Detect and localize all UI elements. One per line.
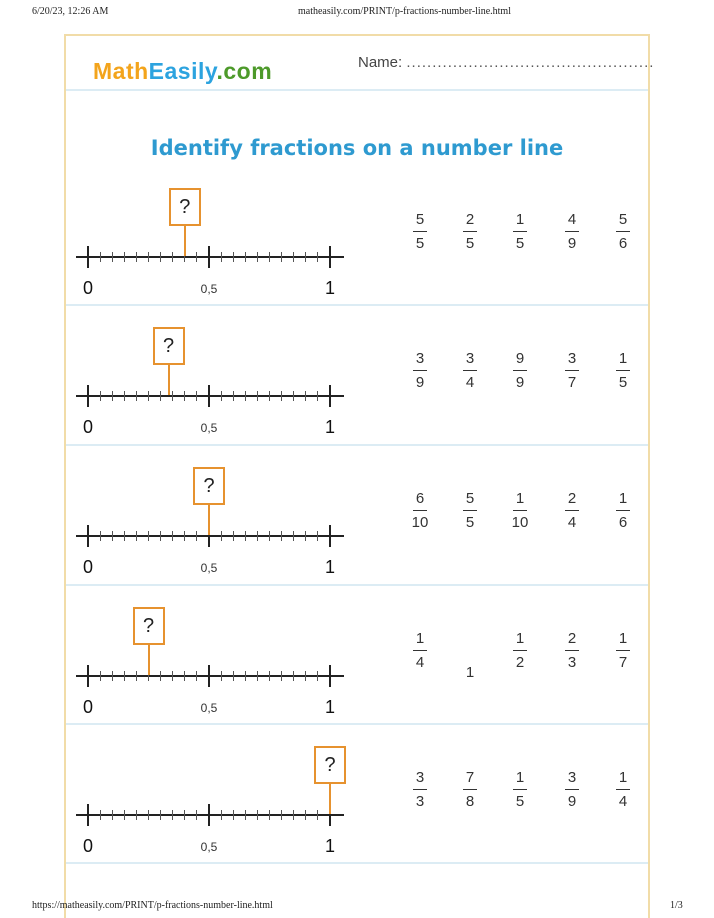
minor-tick xyxy=(160,810,161,820)
minor-tick xyxy=(269,671,270,681)
minor-tick xyxy=(245,671,246,681)
minor-tick xyxy=(184,531,185,541)
print-page-number: 1/3 xyxy=(670,900,683,911)
minor-tick xyxy=(124,391,125,401)
minor-tick xyxy=(196,671,197,681)
minor-tick xyxy=(112,391,113,401)
minor-tick xyxy=(245,531,246,541)
fraction-bar xyxy=(616,370,630,371)
minor-tick xyxy=(196,252,197,262)
row-divider xyxy=(66,723,648,725)
major-tick xyxy=(87,246,89,268)
major-tick xyxy=(87,804,89,826)
minor-tick xyxy=(233,810,234,820)
label-one: 1 xyxy=(324,557,336,577)
label-half: 0,5 xyxy=(200,421,218,435)
minor-tick xyxy=(281,252,282,262)
fraction-denominator: 8 xyxy=(465,793,475,810)
number-line-axis xyxy=(76,395,344,397)
fraction-choice[interactable] xyxy=(505,769,535,811)
fraction-bar xyxy=(463,370,477,371)
fraction-numerator: 9 xyxy=(515,350,525,367)
minor-tick xyxy=(160,531,161,541)
label-one: 1 xyxy=(324,417,336,437)
fraction-denominator: 9 xyxy=(567,793,577,810)
label-zero: 0 xyxy=(82,557,94,577)
logo-math: Math xyxy=(93,58,149,84)
fraction-bar xyxy=(513,231,527,232)
minor-tick xyxy=(221,671,222,681)
major-tick xyxy=(329,385,331,407)
fraction-choice[interactable] xyxy=(455,211,485,253)
marker-stem xyxy=(208,505,210,535)
fraction-bar xyxy=(513,789,527,790)
minor-tick xyxy=(293,531,294,541)
fraction-choice[interactable] xyxy=(505,350,535,392)
name-label: Name: xyxy=(358,54,403,71)
minor-tick xyxy=(100,252,101,262)
fraction-choice[interactable] xyxy=(455,350,485,392)
fraction-numerator: 3 xyxy=(465,350,475,367)
minor-tick xyxy=(281,531,282,541)
minor-tick xyxy=(100,391,101,401)
label-zero: 0 xyxy=(82,697,94,717)
name-dots: ................................................ xyxy=(406,54,655,71)
minor-tick xyxy=(281,810,282,820)
fraction-bar xyxy=(413,510,427,511)
major-tick xyxy=(329,246,331,268)
fraction-denominator: 4 xyxy=(567,514,577,531)
print-url: matheasily.com/PRINT/p-fractions-number-line.html xyxy=(298,6,511,17)
fraction-bar xyxy=(565,510,579,511)
fraction-numerator: 5 xyxy=(415,211,425,228)
fraction-denominator: 5 xyxy=(618,374,628,391)
label-zero: 0 xyxy=(82,417,94,437)
minor-tick xyxy=(100,531,101,541)
number-line-axis xyxy=(76,535,344,537)
fraction-choice[interactable] xyxy=(608,350,638,392)
minor-tick xyxy=(245,391,246,401)
minor-tick xyxy=(293,391,294,401)
fraction-denominator: 9 xyxy=(515,374,525,391)
fraction-denominator: 5 xyxy=(465,235,475,252)
fraction-numerator: 3 xyxy=(415,350,425,367)
minor-tick xyxy=(172,391,173,401)
minor-tick xyxy=(257,252,258,262)
minor-tick xyxy=(305,252,306,262)
fraction-numerator: 1 xyxy=(515,630,525,647)
number-line-axis xyxy=(76,256,344,258)
fraction-choice[interactable] xyxy=(608,490,638,532)
minor-tick xyxy=(317,252,318,262)
minor-tick xyxy=(112,531,113,541)
major-tick xyxy=(208,385,210,407)
major-tick xyxy=(87,525,89,547)
fraction-denominator: 4 xyxy=(415,654,425,671)
fraction-choice[interactable] xyxy=(557,769,587,811)
fraction-bar xyxy=(463,789,477,790)
fraction-numerator: 1 xyxy=(515,211,525,228)
fraction-choice[interactable] xyxy=(557,490,587,532)
fraction-choice[interactable] xyxy=(455,769,485,811)
fraction-choice[interactable] xyxy=(505,630,535,672)
minor-tick xyxy=(112,671,113,681)
major-tick xyxy=(208,665,210,687)
label-one: 1 xyxy=(324,836,336,856)
fraction-denominator: 10 xyxy=(511,514,529,531)
print-datetime: 6/20/23, 12:26 AM xyxy=(32,6,109,17)
fraction-denominator: 7 xyxy=(567,374,577,391)
fraction-denominator: 5 xyxy=(465,514,475,531)
name-field xyxy=(358,54,654,71)
fraction-bar xyxy=(616,789,630,790)
fraction-numerator: 3 xyxy=(567,769,577,786)
label-half: 0,5 xyxy=(200,282,218,296)
minor-tick xyxy=(136,252,137,262)
logo-com: .com xyxy=(216,58,273,84)
fraction-choice[interactable] xyxy=(608,211,638,253)
logo-easily: Easily xyxy=(148,58,217,84)
fraction-denominator: 6 xyxy=(618,235,628,252)
minor-tick xyxy=(233,391,234,401)
label-half: 0,5 xyxy=(200,701,218,715)
fraction-denominator: 9 xyxy=(567,235,577,252)
fraction-numerator: 1 xyxy=(618,769,628,786)
fraction-numerator: 2 xyxy=(567,490,577,507)
minor-tick xyxy=(160,671,161,681)
minor-tick xyxy=(196,531,197,541)
fraction-bar xyxy=(413,650,427,651)
marker-stem xyxy=(148,645,150,675)
minor-tick xyxy=(112,810,113,820)
minor-tick xyxy=(293,671,294,681)
fraction-bar xyxy=(463,510,477,511)
fraction-numerator: 3 xyxy=(567,350,577,367)
minor-tick xyxy=(281,671,282,681)
marker-stem xyxy=(329,784,331,814)
fraction-denominator: 3 xyxy=(567,654,577,671)
minor-tick xyxy=(305,671,306,681)
minor-tick xyxy=(100,810,101,820)
fraction-bar xyxy=(413,370,427,371)
fraction-numerator: 1 xyxy=(618,350,628,367)
fraction-numerator: 1 xyxy=(515,769,525,786)
fraction-choice[interactable] xyxy=(405,630,435,672)
fraction-numerator: 1 xyxy=(515,490,525,507)
minor-tick xyxy=(112,252,113,262)
fraction-denominator: 10 xyxy=(411,514,429,531)
fraction-bar xyxy=(513,650,527,651)
label-half: 0,5 xyxy=(200,840,218,854)
whole-number: 1 xyxy=(465,664,475,681)
question-box: ? xyxy=(193,467,225,505)
minor-tick xyxy=(184,671,185,681)
row-divider xyxy=(66,304,648,306)
minor-tick xyxy=(233,671,234,681)
number-line-axis xyxy=(76,814,344,816)
fraction-denominator: 5 xyxy=(515,235,525,252)
fraction-numerator: 4 xyxy=(567,211,577,228)
fraction-bar xyxy=(565,231,579,232)
minor-tick xyxy=(293,252,294,262)
major-tick xyxy=(329,525,331,547)
major-tick xyxy=(87,385,89,407)
minor-tick xyxy=(305,531,306,541)
minor-tick xyxy=(124,531,125,541)
minor-tick xyxy=(317,810,318,820)
fraction-choice[interactable] xyxy=(557,350,587,392)
fraction-numerator: 6 xyxy=(415,490,425,507)
minor-tick xyxy=(293,810,294,820)
label-zero: 0 xyxy=(82,836,94,856)
minor-tick xyxy=(305,810,306,820)
minor-tick xyxy=(124,252,125,262)
question-box: ? xyxy=(169,188,201,226)
fraction-bar xyxy=(413,231,427,232)
minor-tick xyxy=(257,531,258,541)
minor-tick xyxy=(269,252,270,262)
fraction-numerator: 3 xyxy=(415,769,425,786)
fraction-numerator: 7 xyxy=(465,769,475,786)
minor-tick xyxy=(124,810,125,820)
major-tick xyxy=(208,804,210,826)
marker-stem xyxy=(184,226,186,256)
fraction-bar xyxy=(616,650,630,651)
fraction-choice[interactable] xyxy=(505,490,535,532)
fraction-choice[interactable] xyxy=(608,630,638,672)
minor-tick xyxy=(184,810,185,820)
major-tick xyxy=(329,665,331,687)
fraction-numerator: 5 xyxy=(618,211,628,228)
label-one: 1 xyxy=(324,278,336,298)
label-zero: 0 xyxy=(82,278,94,298)
minor-tick xyxy=(148,531,149,541)
minor-tick xyxy=(245,252,246,262)
minor-tick xyxy=(245,810,246,820)
minor-tick xyxy=(257,810,258,820)
minor-tick xyxy=(305,391,306,401)
minor-tick xyxy=(221,810,222,820)
worksheet-title: Identify fractions on a number line xyxy=(150,136,564,160)
fraction-bar xyxy=(513,370,527,371)
number-line-axis xyxy=(76,675,344,677)
minor-tick xyxy=(196,391,197,401)
minor-tick xyxy=(269,391,270,401)
fraction-choice[interactable] xyxy=(608,769,638,811)
fraction-bar xyxy=(463,231,477,232)
minor-tick xyxy=(221,252,222,262)
fraction-denominator: 6 xyxy=(618,514,628,531)
major-tick xyxy=(87,665,89,687)
row-divider xyxy=(66,862,648,864)
fraction-denominator: 5 xyxy=(415,235,425,252)
minor-tick xyxy=(148,252,149,262)
minor-tick xyxy=(221,531,222,541)
row-divider xyxy=(66,444,648,446)
minor-tick xyxy=(281,391,282,401)
header-divider xyxy=(66,89,648,91)
minor-tick xyxy=(148,391,149,401)
fraction-denominator: 9 xyxy=(415,374,425,391)
site-logo[interactable] xyxy=(93,58,272,85)
minor-tick xyxy=(269,531,270,541)
minor-tick xyxy=(221,391,222,401)
fraction-choice[interactable] xyxy=(505,211,535,253)
minor-tick xyxy=(257,391,258,401)
fraction-numerator: 2 xyxy=(567,630,577,647)
minor-tick xyxy=(124,671,125,681)
minor-tick xyxy=(136,531,137,541)
fraction-choice[interactable] xyxy=(405,490,435,532)
question-box: ? xyxy=(133,607,165,645)
fraction-denominator: 5 xyxy=(515,793,525,810)
fraction-numerator: 5 xyxy=(465,490,475,507)
label-half: 0,5 xyxy=(200,561,218,575)
fraction-numerator: 2 xyxy=(465,211,475,228)
minor-tick xyxy=(196,810,197,820)
fraction-numerator: 1 xyxy=(618,630,628,647)
fraction-choice[interactable] xyxy=(557,211,587,253)
minor-tick xyxy=(317,531,318,541)
minor-tick xyxy=(160,391,161,401)
fraction-denominator: 4 xyxy=(465,374,475,391)
minor-tick xyxy=(172,531,173,541)
minor-tick xyxy=(233,252,234,262)
fraction-bar xyxy=(565,650,579,651)
fraction-choice[interactable] xyxy=(455,663,485,683)
minor-tick xyxy=(172,810,173,820)
print-footer-url: https://matheasily.com/PRINT/p-fractions-number-line.html xyxy=(32,900,273,911)
minor-tick xyxy=(257,671,258,681)
fraction-bar xyxy=(616,510,630,511)
label-one: 1 xyxy=(324,697,336,717)
major-tick xyxy=(208,246,210,268)
question-box: ? xyxy=(314,746,346,784)
minor-tick xyxy=(172,252,173,262)
fraction-denominator: 4 xyxy=(618,793,628,810)
fraction-choice[interactable] xyxy=(405,211,435,253)
fraction-bar xyxy=(513,510,527,511)
row-divider xyxy=(66,584,648,586)
fraction-choice[interactable] xyxy=(557,630,587,672)
fraction-denominator: 7 xyxy=(618,654,628,671)
fraction-bar xyxy=(616,231,630,232)
question-box: ? xyxy=(153,327,185,365)
minor-tick xyxy=(148,810,149,820)
minor-tick xyxy=(136,810,137,820)
minor-tick xyxy=(172,671,173,681)
fraction-denominator: 3 xyxy=(415,793,425,810)
fraction-numerator: 1 xyxy=(618,490,628,507)
fraction-denominator: 2 xyxy=(515,654,525,671)
fraction-numerator: 1 xyxy=(415,630,425,647)
fraction-choice[interactable] xyxy=(405,350,435,392)
minor-tick xyxy=(136,391,137,401)
minor-tick xyxy=(317,671,318,681)
fraction-choice[interactable] xyxy=(455,490,485,532)
marker-stem xyxy=(168,365,170,395)
fraction-bar xyxy=(565,789,579,790)
minor-tick xyxy=(233,531,234,541)
minor-tick xyxy=(160,252,161,262)
fraction-bar xyxy=(413,789,427,790)
minor-tick xyxy=(317,391,318,401)
fraction-bar xyxy=(565,370,579,371)
minor-tick xyxy=(136,671,137,681)
minor-tick xyxy=(100,671,101,681)
fraction-choice[interactable] xyxy=(405,769,435,811)
minor-tick xyxy=(184,391,185,401)
minor-tick xyxy=(269,810,270,820)
